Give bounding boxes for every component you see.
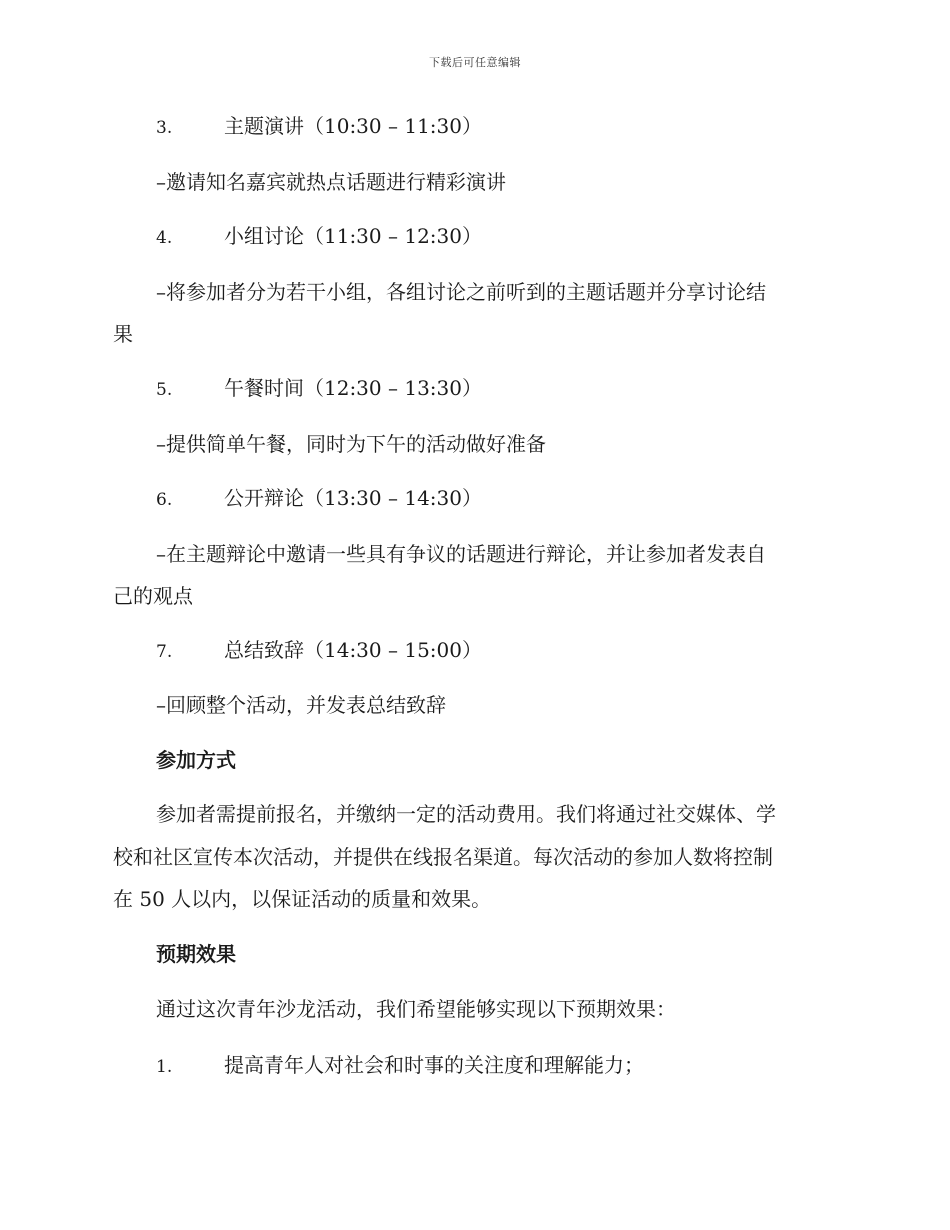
- agenda-item-title: 公开辩论（13:30 – 14:30）: [224, 486, 482, 510]
- agenda-item-number: 7.: [156, 642, 173, 662]
- agenda-item-number: 3.: [156, 118, 173, 138]
- agenda-item-title: 午餐时间（12:30 – 13:30）: [224, 376, 482, 400]
- agenda-item-number: 4.: [156, 228, 173, 248]
- section-heading: 预期效果: [156, 942, 236, 966]
- list-item-number: 1.: [156, 1057, 173, 1077]
- agenda-item-title: 总结致辞（14:30 – 15:00）: [224, 638, 482, 662]
- paragraph-line: 参加者需提前报名，并缴纳一定的活动费用。我们将通过社交媒体、学: [156, 802, 776, 826]
- paragraph-line: 校和社区宣传本次活动，并提供在线报名渠道。每次活动的参加人数将控制: [113, 845, 773, 869]
- page-header: 下载后可任意编辑: [429, 56, 521, 69]
- paragraph-line: 通过这次青年沙龙活动，我们希望能够实现以下预期效果：: [156, 997, 676, 1021]
- agenda-item-description: –邀请知名嘉宾就热点话题进行精彩演讲: [156, 170, 506, 194]
- agenda-item-description-continued: 己的观点: [113, 584, 193, 608]
- paragraph-line: 在 50 人以内，以保证活动的质量和效果。: [113, 887, 492, 911]
- agenda-item-number: 5.: [156, 380, 173, 400]
- section-heading: 参加方式: [156, 748, 236, 772]
- agenda-item-description: –在主题辩论中邀请一些具有争议的话题进行辩论，并让参加者发表自: [156, 542, 766, 566]
- agenda-item-description: –提供简单午餐，同时为下午的活动做好准备: [156, 432, 546, 456]
- agenda-item-title: 小组讨论（11:30 – 12:30）: [224, 224, 482, 248]
- list-item-text: 提高青年人对社会和时事的关注度和理解能力；: [224, 1053, 644, 1077]
- agenda-item-number: 6.: [156, 490, 173, 510]
- agenda-item-description-continued: 果: [113, 322, 133, 346]
- agenda-item-description: –将参加者分为若干小组，各组讨论之前听到的主题话题并分享讨论结: [156, 280, 766, 304]
- agenda-item-description: –回顾整个活动，并发表总结致辞: [156, 693, 446, 717]
- agenda-item-title: 主题演讲（10:30 – 11:30）: [224, 114, 482, 138]
